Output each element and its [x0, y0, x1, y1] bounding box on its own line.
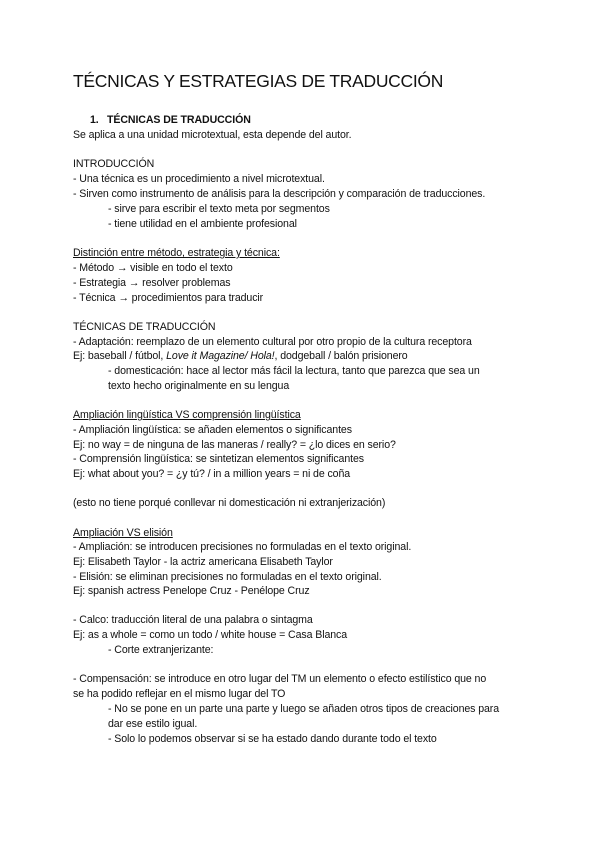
example-suffix: , dodgeball / balón prisionero: [274, 350, 408, 362]
ampliacion-linguistica-line: Ej: what about you? = ¿y tú? / in a million years = ni de coña: [73, 468, 351, 480]
ampliacion-linguistica-line: - Ampliación lingüística: se añaden elementos o significantes: [73, 424, 352, 436]
distincion-heading: Distinción entre método, estrategia y técnica:: [73, 247, 280, 259]
domesticacion-line: - domesticación: hace al lector más fácil la lectura, tanto que parezca que sea un: [108, 365, 480, 377]
example-italic: Love it Magazine/ Hola!: [166, 350, 275, 362]
ampliacion-elision-line: Ej: Elisabeth Taylor - la actriz americana Elisabeth Taylor: [73, 556, 333, 568]
compensacion-subitem: dar ese estilo igual.: [108, 718, 198, 730]
ampliacion-linguistica-note: (esto no tiene porqué conllevar ni domesticación ni extranjerización): [73, 497, 386, 509]
ampliacion-elision-line: - Elisión: se eliminan precisiones no formuladas en el texto original.: [73, 571, 382, 583]
section-heading-text: TÉCNICAS DE TRADUCCIÓN: [107, 114, 251, 126]
introduccion-subitem: - sirve para escribir el texto meta por segmentos: [108, 203, 330, 215]
ampliacion-linguistica-heading: Ampliación lingüística VS comprensión lingüística: [73, 409, 301, 421]
domesticacion-line: texto hecho originalmente en su lengua: [108, 380, 290, 392]
compensacion-line: se ha podido reflejar en el mismo lugar del TO: [73, 688, 286, 700]
distincion-line: - Método → visible en todo el texto: [73, 262, 233, 274]
introduccion-subitem: - tiene utilidad en el ambiente profesional: [108, 218, 297, 230]
calco-subitem: - Corte extranjerizante:: [108, 644, 214, 656]
section-number: 1.: [90, 114, 99, 126]
adaptacion-line: - Adaptación: reemplazo de un elemento cultural por otro propio de la cultura receptora: [73, 336, 472, 348]
ampliacion-elision-heading: Ampliación VS elisión: [73, 527, 173, 539]
ampliacion-elision-line: - Ampliación: se introducen precisiones no formuladas en el texto original.: [73, 541, 412, 553]
introduccion-line: - Sirven como instrumento de análisis para la descripción y comparación de traducciones.: [73, 188, 486, 200]
adaptacion-example: [73, 349, 408, 364]
compensacion-subitem: - Solo lo podemos observar si se ha estado dando durante todo el texto: [108, 733, 437, 745]
section-heading: [90, 113, 251, 128]
compensacion-subitem: - No se pone en un parte una parte y luego se añaden otros tipos de creaciones para: [108, 703, 499, 715]
ampliacion-linguistica-line: - Comprensión lingüística: se sintetizan elementos significantes: [73, 453, 364, 465]
intro-line: Se aplica a una unidad microtextual, esta depende del autor.: [73, 129, 352, 141]
calco-line: Ej: as a whole = como un todo / white house = Casa Blanca: [73, 629, 348, 641]
compensacion-line: - Compensación: se introduce en otro lugar del TM un elemento o efecto estilístico que no: [73, 673, 487, 685]
distincion-line: - Estrategia → resolver problemas: [73, 277, 231, 289]
page-title: TÉCNICAS Y ESTRATEGIAS DE TRADUCCIÓN: [73, 71, 444, 91]
ampliacion-elision-line: Ej: spanish actress Penelope Cruz - Penélope Cruz: [73, 585, 310, 597]
ampliacion-linguistica-line: Ej: no way = de ninguna de las maneras / really? = ¿lo dices en serio?: [73, 439, 396, 451]
calco-line: - Calco: traducción literal de una palabra o sintagma: [73, 614, 313, 626]
tecnicas-heading: TÉCNICAS DE TRADUCCIÓN: [73, 321, 216, 333]
example-prefix: Ej: baseball / fútbol,: [73, 350, 167, 362]
distincion-line: - Técnica → procedimientos para traducir: [73, 292, 264, 304]
introduccion-heading: INTRODUCCIÓN: [73, 158, 155, 170]
introduccion-line: - Una técnica es un procedimiento a nivel microtextual.: [73, 173, 325, 185]
